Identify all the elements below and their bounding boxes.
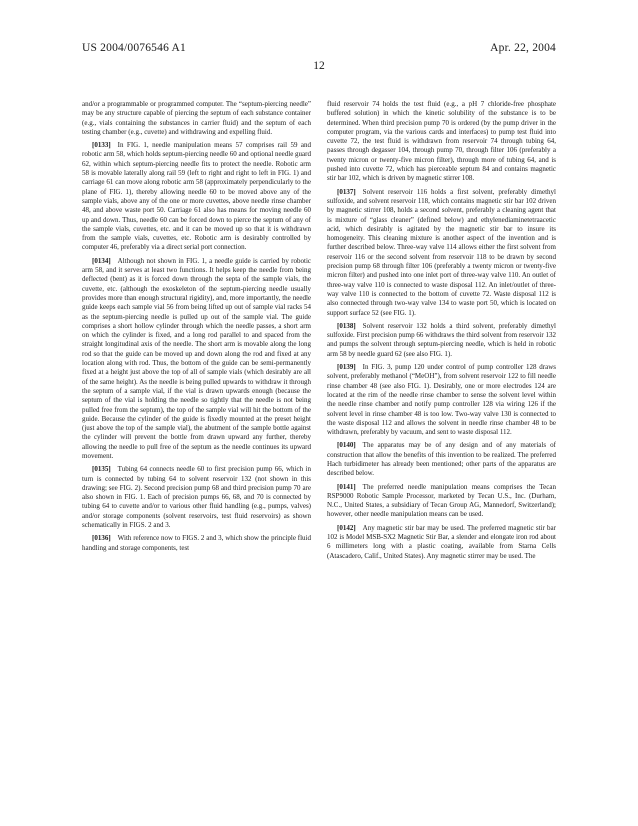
paragraph-text: The apparatus may be of any design and of any materials of construction that allow the benefits of this invention to be realized. The preferred Hach turbidimeter has already been mentioned; other parts of the apparatus are described below. [327,441,556,478]
paragraph [82,141,311,253]
paragraph [327,188,556,318]
paragraph-text: Any magnetic stir bar may be used. The preferred magnetic stir bar 102 is Model MSB-SX2 Magnetic Stir Bar, a slender and elongate iron rod about 6 millimeters long with a plastic coating, available from Starna Cells (Atascadero, Calif., United States). Any magnetic stirrer may be used. The [327,523,556,560]
right-column [327,100,556,815]
paragraph-text: With reference now to FIGS. 2 and 3, which show the principle fluid handling and storage components, test [82,534,311,552]
paragraph-number: [0137] [337,187,356,196]
page-number: 12 [313,60,325,72]
paragraph [327,100,556,184]
paragraph-text: Tubing 64 connects needle 60 to first precision pump 66, which in turn is connected by tubing 64 to solvent reservoir 132 (not shown in this drawing; see FIG. 2). Second precision pump 68 and third precision pump 70 are also shown in FIG. 1. Each of precision pumps 66, 68, and 70 is connected by tubing 64 to cuvette and/or to various other fluid handling (e.g., pumps, valves) and/or storage components (solvent reservoirs, test fluid reservoirs) as shown schematically in FIGS. 2 and 3. [82,465,311,530]
paragraph-number: [0134] [92,256,111,265]
paragraph-number: [0138] [337,321,356,330]
paragraph-number: [0136] [92,534,111,543]
paragraph [82,465,311,530]
paragraph-text: Although not shown in FIG. 1, a needle guide is carried by robotic arm 58, and it serves at least two functions. It helps keep the needle from being deflected (bent) as it is forced down through the septa of the sample vials, the cuvette, etc. (although the exoskeleton of the septum-piercing needle usually provides more than enough structural rigidity), and, more importantly, the needle guide keeps each sample vial 56 from being lifted up out of sample vial racks 54 as the septum-piercing needle is pulled up out of the sample vial. The guide comprises a short hollow cylinder through which the needle passes, a short arm on which the cylinder is fixed, and a long rod parallel to and spaced from the straight longitudinal axis of the needle. The short arm is movable along the long rod so that the guide can be moved up and down along the rod and fixed at any location along with rod. Thus, the bottom of the guide can be semi-permanently fixed at a height just above the top of all of sample vials (which desirably are all of the same height). As the needle is being pulled upwards to withdraw it through the septum of a sample vial, if the vial is drawn upwards enough (because the septum of the vial is holding the needle so tightly that the needle is not being pulled free from the septum), the top of the sample vial will hit the bottom of the guide. Because the cylinder of the guide is fixedly mounted at the preset height (just above the top of the sample vial), the abutment of the sample bottle against the cylinder will prevent the bottle from drawn upward any further, thereby allowing the needle to pull free of the septum as the needle continues its upward movement. [82,256,311,460]
paragraph-number: [0140] [337,441,356,450]
paragraph [327,322,556,359]
paragraph [82,100,311,137]
paragraph [327,483,556,520]
paragraph [327,441,556,478]
paragraph [82,534,311,553]
paragraph-text: In FIG. 3, pump 120 under control of pump controller 128 draws solvent, preferably methanol (“MeOH”), from solvent reservoir 122 to fill needle rinse chamber 48 (see also FIG. 1). Desirably, one or more electrodes 124 are located at the rim of the needle rinse chamber to sense the solvent level within the needle rinse chamber and notify pump controller 128 via wiring 126 if the solvent level in rinse chamber 48 is too low. Two-way valve 130 is connected to the waste disposal 112 and allows the solvent in needle rinse chamber 48 to be withdrawn, preferably by vacuum, and sent to waste disposal 112. [327,363,556,437]
paragraph-text: The preferred needle manipulation means comprises the Tecan RSP9000 Robotic Sample Processor, marketed by Tecan U.S., Inc. (Durham, N.C., United States, a subsidiary of Tecan Group AG, Mannedorf, Switzerland); however, other needle manipulation means can be used. [327,482,556,519]
paragraph-number: [0141] [337,482,356,491]
paragraph-number: [0139] [337,363,356,372]
paragraph [327,524,556,561]
paragraph-number: [0133] [92,141,111,150]
paragraph [327,363,556,437]
paragraph-number: [0135] [92,465,111,474]
publication-number: US 2004/0076546 A1 [82,42,186,54]
paragraph-text: and/or a programmable or programmed computer. The “septum-piercing needle” may be any structure capable of piercing the septum of each substance container (e.g., vials containing the substances in carrier fluid) and the septum of each testing chamber (e.g., cuvette) and withdrawing and expelling fluid. [82,100,311,136]
paragraph-text: In FIG. 1, needle manipulation means 57 comprises rail 59 and robotic arm 58, which holds septum-piercing needle 60 and optional needle guard 62, within which septum-piercing needle fits to protect the needle. Robotic arm 58 is movable laterally along rail 59 (left to right and right to left in FIG. 1) and carriage 61 can move along robotic arm 58 (approximately perpendicularly to the plane of FIG. 1), thereby allowing needle 60 to be moved above any of the sample vials, above any of the one or more cuvettes, above needle rinse chamber 48, and above waste port 50. Carriage 61 also has means for moving needle 60 up and down. Thus, needle 60 can be forced down to pierce the septum of any of the sample vials, cuvettes, etc. and it can be moved up so that it is withdrawn from the sample vials, cuvettes, etc. Robotic arm is desirably controlled by computer 46, preferably via a direct serial port connection. [82,141,311,252]
paragraph-text: fluid reservoir 74 holds the test fluid (e.g., a pH 7 chloride-free phosphate buffered solution) in which the kinetic solubility of the substance is to be determined. When third precision pump 70 is ordered (by the pump driver in the computer program, via the various cards and interfaces) to pump test fluid into cuvette 72, the test fluid is withdrawn from reservoir 74 through tubing 64, passes through degasser 104, through pump 70, through filter 106 (preferably a twenty micron or twenty-five micron filter), through more of tubing 64, and is pushed into cuvette 72, which has pierceable septum 84 and contains magnetic stir bar 102, which is driven by magnetic stirrer 108. [327,100,556,183]
paragraph-text: Solvent reservoir 132 holds a third solvent, preferably dimethyl sulfoxide. First precision pump 66 withdraws the third solvent from reservoir 132 and pumps the solvent through septum-piercing needle, which is held in robotic arm 58 by needle guard 62 (see also FIG. 1). [327,321,556,358]
paragraph-text: Solvent reservoir 116 holds a first solvent, preferably dimethyl sulfoxide, and solvent reservoir 118, which contains magnetic stir bar 102 driven by magnetic stirrer 108, holds a second solvent, preferably a cleaning agent that is mixture of “glass cleaner” (defined below) and ethylenediaminetetraacetic acid, which desirably is agitated by the magnetic stir bar to insure its homogeneity. This cleaning mixture is another aspect of the invention and is further described below. Three-way valve 114 allows either the first solvent from reservoir 116 or the second solvent from reservoir 118 to be drawn by second precision pump 68 through filter 106 (preferably a twenty micron or twenty-five micron filter) and pushed into one inlet port of three-way valve 110. An outlet of three-way valve 110 is connected to waste disposal 112. An inlet/outlet of three-way valve 110 is connected to the bottom of cuvette 72. Waste disposal 112 is also connected through two-way valve 134 to waste port 50, which is located on support surface 52 (see FIG. 1). [327,187,556,317]
text-columns [82,100,556,815]
page-header [82,42,556,58]
left-column [82,100,311,815]
paragraph-number: [0142] [337,523,356,532]
publication-date: Apr. 22, 2004 [490,42,556,54]
paragraph [82,257,311,462]
